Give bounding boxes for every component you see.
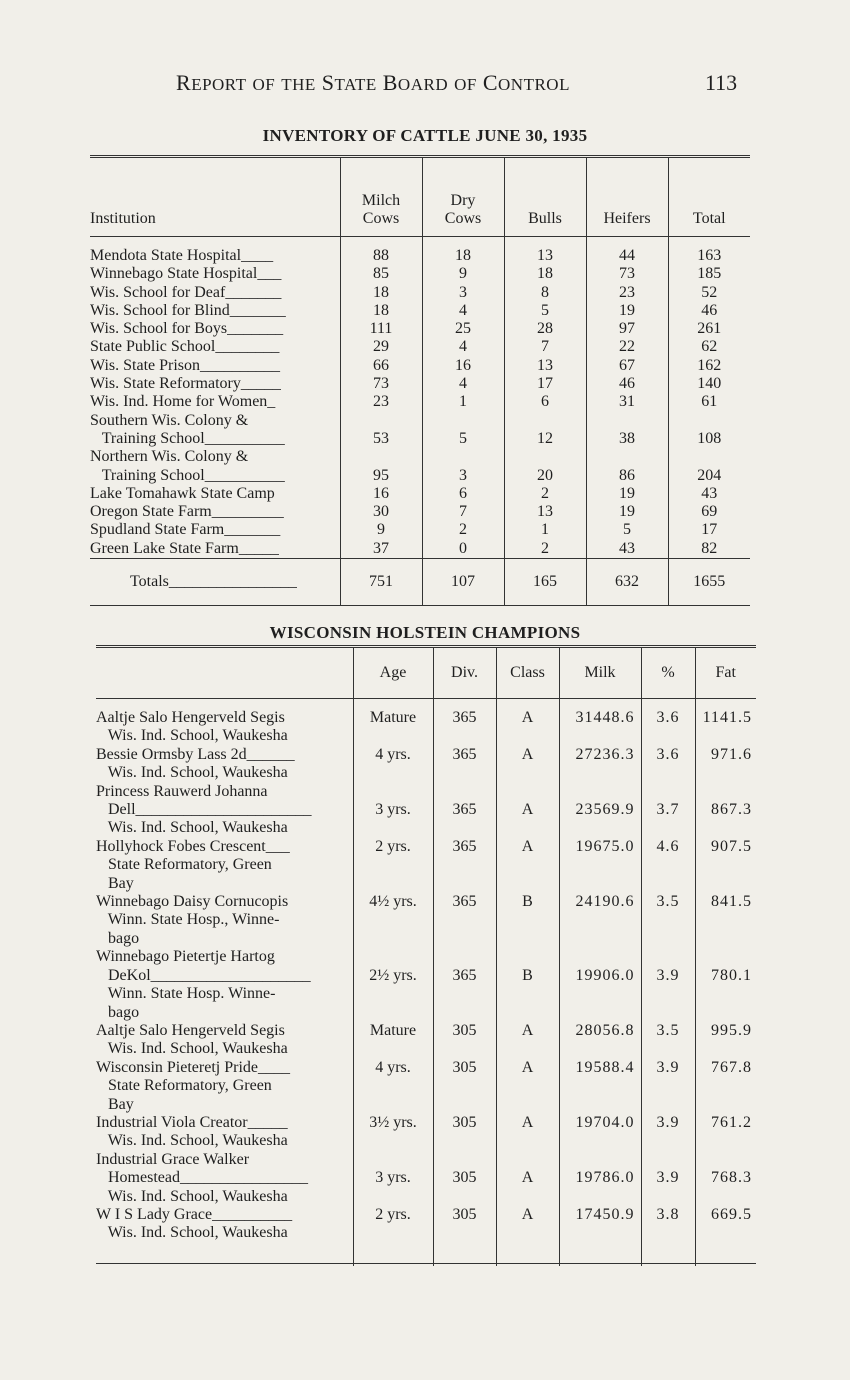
col-percent: % xyxy=(641,647,695,699)
cell-pct: 3.8 xyxy=(641,1206,695,1263)
title-word-rest: OARD xyxy=(397,75,449,94)
table-row xyxy=(96,746,756,783)
cell-name: Winnebago Daisy Cornucopis Winn. State Hosp., Winne- bago xyxy=(96,893,289,947)
cell-total: 82 xyxy=(668,540,750,559)
cell-total: 108 xyxy=(668,412,750,449)
cell-dry: 9 xyxy=(422,265,504,283)
holstein-champions-table xyxy=(96,645,756,1266)
cell-name: Bessie Ormsby Lass 2d______ Wis. Ind. School, Waukesha xyxy=(96,745,295,782)
cell-cls: A xyxy=(496,783,559,838)
table-row xyxy=(90,448,750,485)
cell-total: 69 xyxy=(668,503,750,521)
cell-pct: 3.9 xyxy=(641,1059,695,1114)
cell-bulls: 2 xyxy=(504,540,586,559)
cell-pct: 3.6 xyxy=(641,746,695,783)
cell-heifers: 44 xyxy=(586,237,668,266)
cell-age: 4 yrs. xyxy=(353,1059,433,1114)
title-word-rest: TATE xyxy=(334,75,377,94)
cell-milch: 73 xyxy=(340,375,422,393)
cell-pct: 3.9 xyxy=(641,1151,695,1206)
cell-institution: Wis. School for Blind_______ xyxy=(90,301,286,319)
cell-milch: 53 xyxy=(340,412,422,449)
cell-institution: Lake Tomahawk State Camp xyxy=(90,484,275,502)
cell-name: Winnebago Pietertje Hartog DeKol____________________ Winn. State Hosp. Winne- bago xyxy=(96,948,311,1021)
totals-dry: 107 xyxy=(422,559,504,606)
cell-bulls: 2 xyxy=(504,485,586,503)
cell-total: 17 xyxy=(668,521,750,539)
cell-milch: 66 xyxy=(340,357,422,375)
cell-div: 365 xyxy=(433,699,496,746)
title-word-initial: B xyxy=(382,70,398,95)
cell-dry: 18 xyxy=(422,237,504,266)
cell-dry: 1 xyxy=(422,393,504,411)
cell-bulls: 1 xyxy=(504,521,586,539)
cell-fat: 841.5 xyxy=(695,893,756,948)
cell-cls: A xyxy=(496,1059,559,1114)
cell-cls: A xyxy=(496,699,559,746)
cell-heifers: 5 xyxy=(586,521,668,539)
table-row xyxy=(90,320,750,338)
cell-heifers: 67 xyxy=(586,357,668,375)
col-milk: Milk xyxy=(559,647,641,699)
title-word-rest: OF xyxy=(252,75,276,94)
cell-bulls: 28 xyxy=(504,320,586,338)
cell-fat: 669.5 xyxy=(695,1206,756,1263)
cell-fat: 780.1 xyxy=(695,948,756,1022)
cell-name: Hollyhock Fobes Crescent___ State Reformatory, Green Bay xyxy=(96,837,290,892)
table-row xyxy=(90,375,750,393)
cell-pct: 3.9 xyxy=(641,1114,695,1151)
table-header-row xyxy=(90,157,750,237)
cell-age: 2 yrs. xyxy=(353,838,433,893)
title-word xyxy=(281,70,316,95)
cell-total: 61 xyxy=(668,393,750,411)
cell-dry: 4 xyxy=(422,338,504,356)
table-row xyxy=(90,357,750,375)
col-institution: Institution xyxy=(90,210,156,227)
cell-milk: 19588.4 xyxy=(559,1059,641,1114)
cell-milch: 9 xyxy=(340,521,422,539)
cell-bulls: 5 xyxy=(504,302,586,320)
cell-pct: 3.6 xyxy=(641,699,695,746)
totals-row xyxy=(90,559,750,606)
cell-total: 62 xyxy=(668,338,750,356)
cell-milch: 85 xyxy=(340,265,422,283)
cell-total: 52 xyxy=(668,284,750,302)
cell-dry: 6 xyxy=(422,485,504,503)
cell-dry: 4 xyxy=(422,375,504,393)
cell-dry: 3 xyxy=(422,448,504,485)
cell-dry: 5 xyxy=(422,412,504,449)
cell-pct: 3.7 xyxy=(641,783,695,838)
cell-cls: A xyxy=(496,1022,559,1059)
cell-fat: 995.9 xyxy=(695,1022,756,1059)
cell-total: 185 xyxy=(668,265,750,283)
cell-div: 365 xyxy=(433,746,496,783)
cell-fat: 761.2 xyxy=(695,1114,756,1151)
cell-heifers: 23 xyxy=(586,284,668,302)
col-milch-cows: Milch Cows xyxy=(340,157,422,237)
title-word-initial: C xyxy=(482,70,499,95)
cell-age: 3½ yrs. xyxy=(353,1114,433,1151)
cell-div: 365 xyxy=(433,893,496,948)
cell-institution: Wis. School for Deaf_______ xyxy=(90,283,282,301)
cell-dry: 0 xyxy=(422,540,504,559)
cell-dry: 4 xyxy=(422,302,504,320)
cell-fat: 1141.5 xyxy=(695,699,756,746)
cell-dry: 2 xyxy=(422,521,504,539)
totals-label: Totals________________ xyxy=(90,559,340,606)
table-row xyxy=(90,393,750,411)
table-row xyxy=(90,521,750,539)
table-row xyxy=(90,284,750,302)
cell-heifers: 86 xyxy=(586,448,668,485)
cell-name: Aaltje Salo Hengerveld Segis Wis. Ind. School, Waukesha xyxy=(96,1021,288,1058)
cell-total: 140 xyxy=(668,375,750,393)
cell-milch: 111 xyxy=(340,320,422,338)
cell-milk: 19906.0 xyxy=(559,948,641,1022)
cell-institution: Mendota State Hospital____ xyxy=(90,247,274,264)
cell-div: 305 xyxy=(433,1059,496,1114)
cell-bulls: 12 xyxy=(504,412,586,449)
col-total: Total xyxy=(668,157,750,237)
cell-dry: 7 xyxy=(422,503,504,521)
holstein-champions-title: WISCONSIN HOLSTEIN CHAMPIONS xyxy=(269,623,581,642)
title-word xyxy=(483,70,570,95)
cell-name: Princess Rauwerd Johanna Dell______________________ Wis. Ind. School, Waukesha xyxy=(96,782,312,837)
cell-total: 46 xyxy=(668,302,750,320)
cell-age: 3 yrs. xyxy=(353,1151,433,1206)
cell-institution: Wis. State Reformatory_____ xyxy=(90,375,281,393)
cell-heifers: 31 xyxy=(586,393,668,411)
table-row xyxy=(96,1022,756,1059)
cell-bulls: 13 xyxy=(504,237,586,266)
cell-milch: 37 xyxy=(340,540,422,559)
cell-milch: 18 xyxy=(340,284,422,302)
table-row xyxy=(90,265,750,283)
cell-institution: Wis. Ind. Home for Women_ xyxy=(90,393,276,411)
cell-age: Mature xyxy=(353,699,433,746)
cell-dry: 16 xyxy=(422,357,504,375)
cell-pct: 3.9 xyxy=(641,948,695,1022)
title-word-rest: ONTROL xyxy=(498,75,570,94)
cell-milk: 27236.3 xyxy=(559,746,641,783)
cell-heifers: 19 xyxy=(586,503,668,521)
cell-fat: 867.3 xyxy=(695,783,756,838)
cell-total: 261 xyxy=(668,320,750,338)
cell-heifers: 19 xyxy=(586,485,668,503)
cell-heifers: 46 xyxy=(586,375,668,393)
cell-pct: 3.5 xyxy=(641,1022,695,1059)
cell-milch: 88 xyxy=(340,237,422,266)
cell-div: 305 xyxy=(433,1151,496,1206)
title-word-rest: OF xyxy=(454,75,477,94)
table-row xyxy=(96,948,756,1022)
cell-milk: 23569.9 xyxy=(559,783,641,838)
table-row xyxy=(90,485,750,503)
title-word-rest: EPORT xyxy=(191,75,247,94)
cell-bulls: 18 xyxy=(504,265,586,283)
cell-milch: 18 xyxy=(340,302,422,320)
table-row xyxy=(96,1059,756,1114)
cell-cls: A xyxy=(496,838,559,893)
col-heifers: Heifers xyxy=(586,157,668,237)
cell-div: 365 xyxy=(433,948,496,1022)
cell-fat: 768.3 xyxy=(695,1151,756,1206)
totals-heifers: 632 xyxy=(586,559,668,606)
cell-milch: 29 xyxy=(340,338,422,356)
cell-milk: 17450.9 xyxy=(559,1206,641,1263)
running-title xyxy=(176,70,570,96)
col-dry-cows: Dry Cows xyxy=(422,157,504,237)
cell-institution: State Public School________ xyxy=(90,338,280,356)
table-header-row xyxy=(96,647,756,699)
table-row xyxy=(90,237,750,266)
cell-cls: A xyxy=(496,1206,559,1263)
cell-cls: A xyxy=(496,1114,559,1151)
col-class: Class xyxy=(496,647,559,699)
cell-milk: 19704.0 xyxy=(559,1114,641,1151)
cell-institution: Oregon State Farm_________ xyxy=(90,503,284,521)
cell-institution: Green Lake State Farm_____ xyxy=(90,539,279,557)
table-row xyxy=(96,838,756,893)
cell-cls: B xyxy=(496,893,559,948)
title-word-rest: THE xyxy=(281,75,316,94)
cattle-inventory-title: INVENTORY OF CATTLE JUNE 30, 1935 xyxy=(262,126,588,145)
cell-dry: 25 xyxy=(422,320,504,338)
cell-bulls: 20 xyxy=(504,448,586,485)
cell-div: 305 xyxy=(433,1022,496,1059)
cell-institution: Southern Wis. Colony & Training School__________ xyxy=(90,411,285,447)
cell-fat: 907.5 xyxy=(695,838,756,893)
table-row xyxy=(90,302,750,320)
col-age: Age xyxy=(353,647,433,699)
page-header xyxy=(0,70,850,106)
col-fat: Fat xyxy=(695,647,756,699)
cell-cls: B xyxy=(496,948,559,1022)
cell-div: 305 xyxy=(433,1206,496,1263)
cell-milk: 28056.8 xyxy=(559,1022,641,1059)
cell-bulls: 13 xyxy=(504,503,586,521)
cell-total: 162 xyxy=(668,357,750,375)
cell-cls: A xyxy=(496,746,559,783)
cell-fat: 767.8 xyxy=(695,1059,756,1114)
cell-bulls: 13 xyxy=(504,357,586,375)
title-word xyxy=(383,70,448,95)
cell-bulls: 6 xyxy=(504,393,586,411)
cell-age: 2½ yrs. xyxy=(353,948,433,1022)
cell-institution: Wis. School for Boys_______ xyxy=(90,320,284,338)
cell-milch: 16 xyxy=(340,485,422,503)
cell-institution: Winnebago State Hospital___ xyxy=(90,265,282,283)
cell-milk: 19786.0 xyxy=(559,1151,641,1206)
cell-total: 204 xyxy=(668,448,750,485)
cell-name: Industrial Viola Creator_____ Wis. Ind. School, Waukesha xyxy=(96,1113,288,1150)
title-word-initial: S xyxy=(321,70,335,95)
cell-pct: 4.6 xyxy=(641,838,695,893)
cell-heifers: 38 xyxy=(586,412,668,449)
cell-heifers: 19 xyxy=(586,302,668,320)
table-row xyxy=(90,338,750,356)
table-row xyxy=(90,412,750,449)
cell-div: 365 xyxy=(433,783,496,838)
cell-milch: 23 xyxy=(340,393,422,411)
cell-age: 4½ yrs. xyxy=(353,893,433,948)
cell-name: Wisconsin Pieteretj Pride____ State Reformatory, Green Bay xyxy=(96,1058,290,1113)
cell-age: 2 yrs. xyxy=(353,1206,433,1263)
cell-milk: 19675.0 xyxy=(559,838,641,893)
cattle-inventory-table xyxy=(90,155,750,606)
cell-div: 305 xyxy=(433,1114,496,1151)
title-word xyxy=(322,70,377,95)
totals-bulls: 165 xyxy=(504,559,586,606)
cell-milk: 31448.6 xyxy=(559,699,641,746)
cell-age: 3 yrs. xyxy=(353,783,433,838)
cell-name: Industrial Grace Walker Homestead________________ Wis. Ind. School, Waukesha xyxy=(96,1150,308,1205)
table-row xyxy=(90,503,750,521)
col-bulls: Bulls xyxy=(504,157,586,237)
cell-bulls: 17 xyxy=(504,375,586,393)
table-row xyxy=(96,1151,756,1206)
cell-total: 43 xyxy=(668,485,750,503)
cell-name: Aaltje Salo Hengerveld Segis Wis. Ind. School, Waukesha xyxy=(96,709,288,745)
table-row xyxy=(96,1114,756,1151)
cell-heifers: 22 xyxy=(586,338,668,356)
cell-pct: 3.5 xyxy=(641,893,695,948)
cell-age: 4 yrs. xyxy=(353,746,433,783)
cell-cls: A xyxy=(496,1151,559,1206)
cell-bulls: 7 xyxy=(504,338,586,356)
totals-milch: 751 xyxy=(340,559,422,606)
title-word-initial: R xyxy=(176,70,192,95)
totals-total: 1655 xyxy=(668,559,750,606)
cell-institution: Spudland State Farm_______ xyxy=(90,521,281,539)
col-div: Div. xyxy=(433,647,496,699)
cell-institution: Wis. State Prison__________ xyxy=(90,356,281,374)
table-row xyxy=(90,540,750,559)
cell-institution: Northern Wis. Colony & Training School__________ xyxy=(90,448,285,484)
col-name xyxy=(96,647,353,699)
title-word xyxy=(176,70,247,95)
table-row xyxy=(96,1206,756,1263)
title-word xyxy=(253,70,276,95)
title-word xyxy=(454,70,477,95)
table-row xyxy=(96,893,756,948)
cell-bulls: 8 xyxy=(504,284,586,302)
cell-milch: 30 xyxy=(340,503,422,521)
cell-dry: 3 xyxy=(422,284,504,302)
cell-heifers: 73 xyxy=(586,265,668,283)
page-number: 113 xyxy=(705,70,738,95)
cell-div: 365 xyxy=(433,838,496,893)
cell-heifers: 43 xyxy=(586,540,668,559)
cell-milch: 95 xyxy=(340,448,422,485)
table-row xyxy=(96,699,756,746)
cell-heifers: 97 xyxy=(586,320,668,338)
cell-name: W I S Lady Grace__________ Wis. Ind. School, Waukesha xyxy=(96,1205,293,1242)
cell-age: Mature xyxy=(353,1022,433,1059)
table-row xyxy=(96,783,756,838)
cell-milk: 24190.6 xyxy=(559,893,641,948)
cell-fat: 971.6 xyxy=(695,746,756,783)
cell-total: 163 xyxy=(668,237,750,266)
